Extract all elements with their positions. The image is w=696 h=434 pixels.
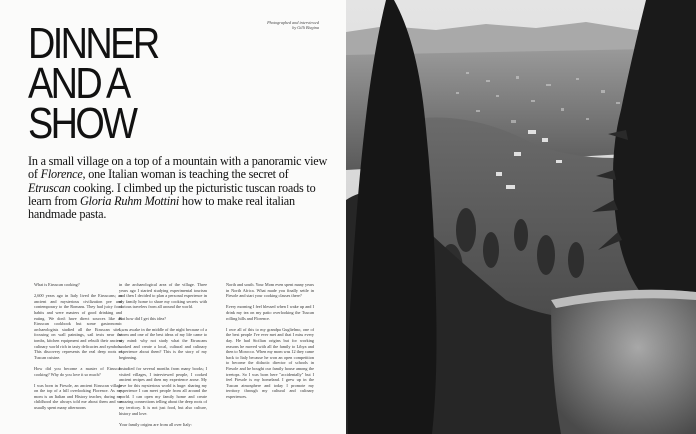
headline-line-3: SHOW [28,99,136,148]
headline-line-1: DINNER [28,19,158,68]
deck-text-4: how to make real italian handmade pasta. [28,193,295,222]
photo-credit [267,20,319,30]
question: Your family origins are from all over Italy: [119,421,192,427]
standfirst [28,155,328,221]
answer-paragraph: I owe all of this to my grandpa Guglielmo, one of the best people I've ever met and that I miss every day. He had Sicilian origins but for working reasons he moved with all the family to Libya and then to Morocco. When my mom was 12 they came back to Italy because he won an open competition to become the didactic director of schools in Fiesole and he bought our family house among the treetops. So I was born here "accidentally" but I feel Fiesole is my homeland. I grew up in the Tuscan atmosphere and today I promote my territory through my cultural and culinary experiences. [226,326,314,399]
question: How did you become a master of Etruscan cooking? Why do you love it so much? [34,365,122,377]
answer-paragraph: But how did I get this idea? [119,315,166,321]
deck-term-etruscan: Etruscan [28,180,71,195]
body-columns [34,282,324,432]
body-column-1 [34,282,122,416]
landscape-photo [346,0,696,434]
question: What is Etruscan cooking? [34,282,80,287]
answer-paragraph: Every morning I feel blessed when I wake up and I drink my tea on my patio overlooking the Tuscan rolling hills and Florence. [226,304,314,321]
deck-person-name: Gloria Ruhm Mottini [79,193,180,208]
deck-place-florence: Florence [40,167,83,182]
answer-paragraph: I was awake in the middle of the night because of a storm and one of the best ideas of my life came to my mind: why not study what the Etruscans cooked and create a local, cultural and culinary experience about them? This is the story of my beginning. [119,326,207,360]
body-column-3 [226,282,314,405]
answer-paragraph: in the archaeological area of the village. Three years ago I started studying experimental tourism and then I decided to plan a personal experience in my family home to share my cooking secrets with curious travelers from all around the world. [119,282,207,310]
terracotta-pot [551,290,696,434]
body-column-2 [119,282,207,433]
headline [28,19,200,148]
answer-paragraph: 2,600 years ago in Italy lived the Etruscans; an ancient and mysterious civilization pre and contemporary to the Romans. They had juicy food habits and were masters of good drinking and eating. We don't have direct sources like an Etruscan cookbook but some gastronomic archaeologists studied all the Etruscan sites, focusing on wall paintings, sail texts near the tombs, kitchen equipment and rebuilt their ancient culinary world rich in tasty delicacies and symbols. This discovery represents the real deep roots of Tuscan cuisine. [34,293,122,360]
credit-line-2: by Gilli Biegina [292,25,319,31]
answer-paragraph: I was born in Fiesole, an ancient Etruscan village on the top of a hill overlooking Florence. As my mom is an Italian and History teacher, during my childhood she always told me about them and we usually spent many afternoons [34,382,122,411]
credit-line-1: Photographed and interviewed [267,20,319,25]
florence-panorama-image [346,0,696,434]
left-page [0,0,346,434]
headline-line-2: AND A [28,59,129,108]
deck-text-1: In a small village on a top of a mountain with a panoramic view of [28,154,328,182]
deck-text-2: , one Italian woman is teaching the secret of [82,167,289,182]
deck-text-3: cooking. I climbed up the picturistic tuscan roads to learn from [28,180,316,208]
question: North and south. Your Mom even spent many years in North Africa. What made you finally settle in Fiesole and start your cooking classes there? [226,282,314,299]
answer-paragraph: I studied for several months from many books; I visited villages, I interviewed people, I cooked ancient recipes and then my experience arose. My love for this mysterious world is huge: sharing my experience I can meet people from all around the world. I can open my family home and create amazing connections telling about the deep roots of my territory. It is not just food, but also culture, history and love. [119,365,207,416]
